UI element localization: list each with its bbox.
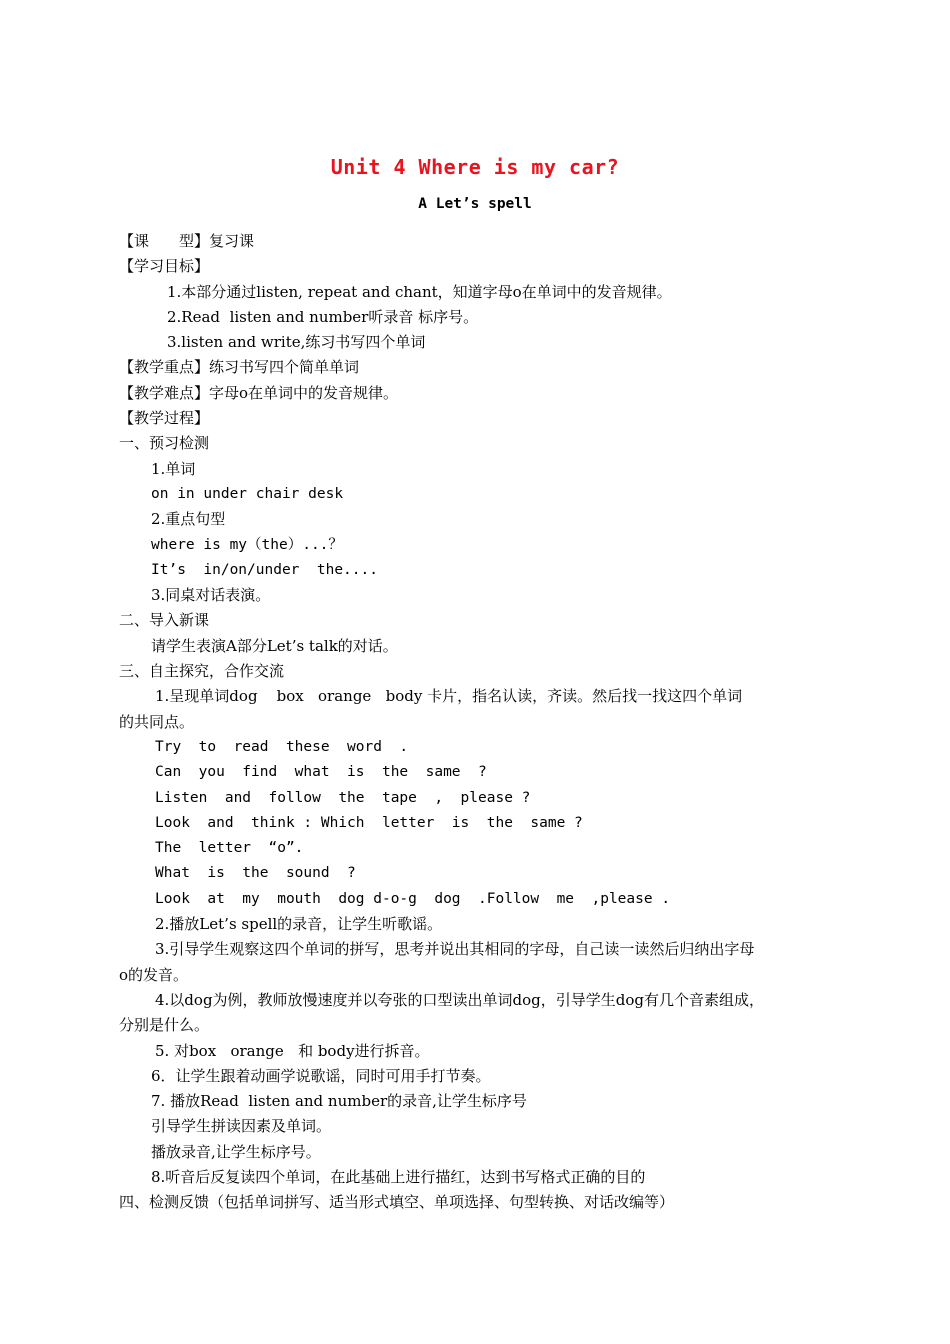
document-title: Unit 4 Where is my car?	[330, 155, 620, 179]
body-line: 1.单词	[151, 459, 196, 478]
body-line: 的共同点。	[119, 712, 195, 731]
difficult-point-line: 【教学难点】字母o在单词中的发音规律。	[119, 383, 399, 402]
body-line: 1.呈现单词dog box orange body 卡片，指名认读，齐读。然后找一找这四个单词	[155, 687, 743, 706]
body-line: 2.重点句型	[151, 510, 226, 529]
dialogue-line: Look at my mouth dog d-o-g dog .Follow me ,please .	[155, 890, 671, 907]
dialogue-line: What is the sound ?	[155, 865, 356, 882]
learning-goals-heading: 【学习目标】	[119, 257, 210, 276]
body-line: o的发音。	[119, 965, 189, 984]
dialogue-line: Try to read these word .	[155, 738, 409, 755]
body-line: 请学生表演A部分Let’s talk的对话。	[151, 636, 398, 655]
body-line: 4.以dog为例，教师放慢速度并以夸张的口型读出单词dog，引导学生dog有几个音素组成，	[155, 990, 765, 1009]
goal-item-3: 3.listen and write,练习书写四个单词	[167, 333, 426, 352]
body-line: 分别是什么。	[119, 1016, 210, 1035]
document-body	[119, 229, 839, 1216]
body-line: 3.引导学生观察这四个单词的拼写，思考并说出其相同的字母，自己读一读然后归纳出字母	[155, 940, 755, 959]
body-line: 2.播放Let’s spell的录音，让学生听歌谣。	[155, 915, 443, 934]
body-line: on in under chair desk	[151, 485, 344, 502]
key-point-line: 【教学重点】练习书写四个简单单词	[119, 358, 360, 377]
goal-item-2: 2.Read listen and number听录音 标序号。	[167, 307, 479, 326]
section-heading-4: 四、检测反馈（包括单词拼写、适当形式填空、单项选择、句型转换、对话改编等）	[119, 1193, 675, 1212]
lesson-type-line: 【课 型】复习课	[119, 232, 255, 250]
body-line: 播放录音,让学生标序号。	[151, 1142, 321, 1161]
goal-item-1: 1.本部分通过listen, repeat and chant，知道字母o在单词中的发音规律。	[167, 282, 672, 301]
body-line: 5. 对box orange 和 body进行拆音。	[155, 1041, 430, 1060]
body-line: where is my（the）...？	[151, 536, 343, 553]
body-line: 3.同桌对话表演。	[151, 586, 271, 605]
section-heading-1: 一、预习检测	[119, 434, 210, 453]
section-heading-3: 三、自主探究，合作交流	[119, 662, 285, 681]
dialogue-line: Listen and follow the tape , please ?	[155, 789, 531, 806]
dialogue-line: Look and think : Which letter is the same ?	[155, 814, 583, 831]
section-heading-2: 二、导入新课	[119, 611, 210, 630]
body-line: 6．让学生跟着动画学说歌谣，同时可用手打节奏。	[151, 1066, 491, 1085]
body-line: 8.听音后反复读四个单词，在此基础上进行描红，达到书写格式正确的目的	[151, 1167, 646, 1186]
body-line: 7. 播放Read listen and number的录音,让学生标序号	[151, 1092, 527, 1111]
document-subtitle: A Let’s spell	[418, 196, 532, 212]
dialogue-line: The letter “o”.	[155, 840, 304, 857]
body-line: It’s in/on/under the....	[151, 561, 378, 578]
body-line: 引导学生拼读因素及单词。	[151, 1117, 332, 1136]
process-heading: 【教学过程】	[119, 409, 210, 428]
dialogue-line: Can you find what is the same ?	[155, 764, 487, 781]
